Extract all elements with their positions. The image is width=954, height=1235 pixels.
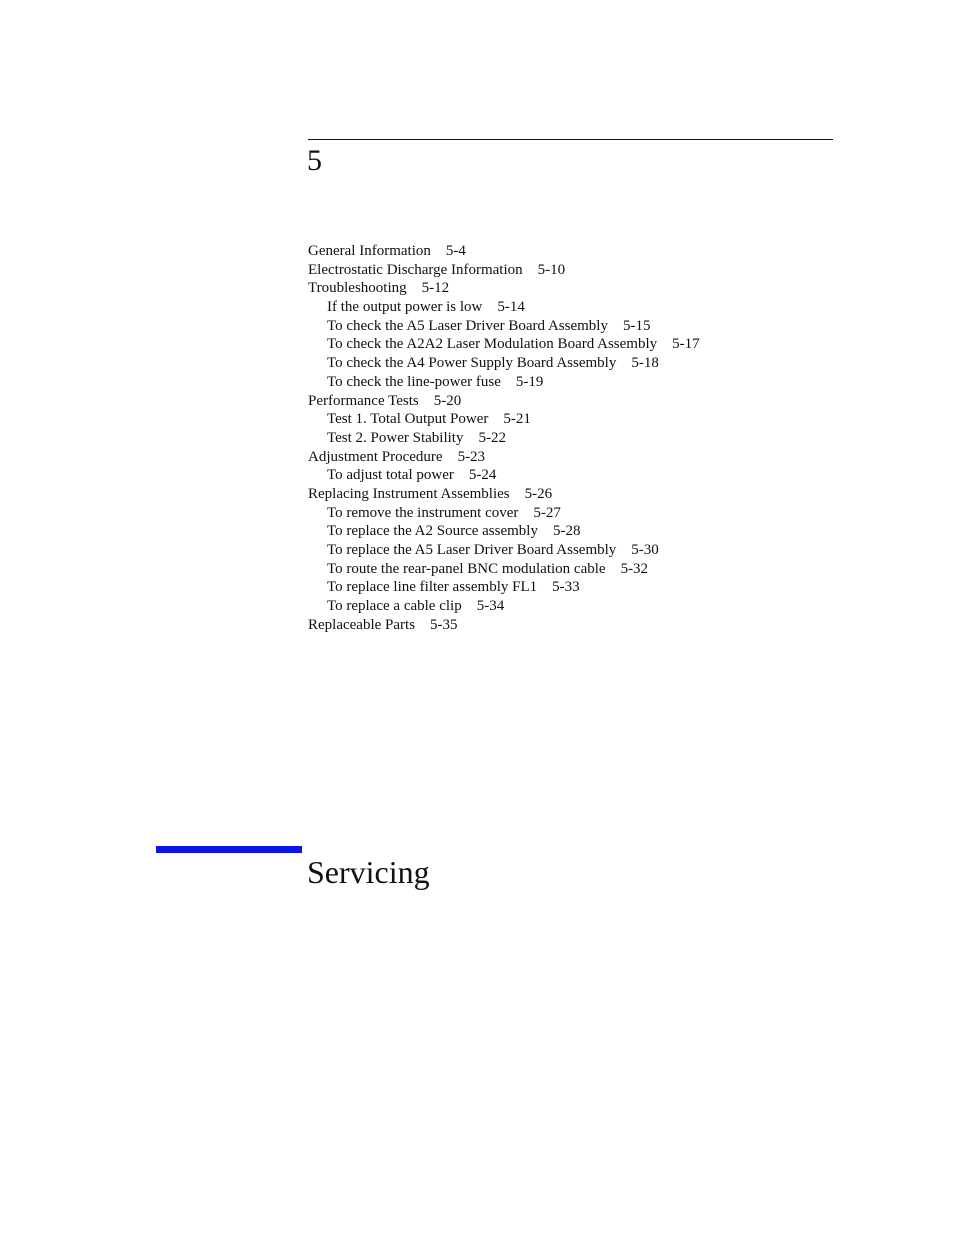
toc-entry-title: To check the A4 Power Supply Board Assembly [327, 355, 617, 372]
toc-entry-page: 5-15 [622, 317, 651, 334]
toc-entry[interactable] [308, 448, 700, 467]
toc-subentry[interactable] [308, 560, 700, 579]
toc-entry-title: Replaceable Parts [308, 616, 416, 633]
toc-entry-page: 5-26 [524, 485, 553, 502]
toc-entry-page: 5-28 [552, 523, 581, 540]
toc-entry-page: 5-10 [537, 261, 566, 278]
chapter-number: 5 [307, 144, 322, 177]
toc-entry-page: 5-4 [445, 243, 466, 259]
toc-entry[interactable] [308, 392, 700, 411]
toc-subentry[interactable] [308, 373, 700, 392]
toc-subentry[interactable] [308, 578, 700, 597]
toc-entry-title: To adjust total power [327, 467, 454, 484]
toc-entry[interactable] [308, 242, 700, 261]
toc-entry-title: Test 1. Total Output Power [327, 411, 489, 428]
toc-subentry[interactable] [308, 522, 700, 541]
toc-entry-page: 5-19 [515, 373, 544, 390]
toc-subentry[interactable] [308, 335, 700, 354]
toc-entry[interactable] [308, 616, 700, 635]
toc-entry-title: Test 2. Power Stability [327, 429, 464, 446]
toc-subentry[interactable] [308, 429, 700, 448]
toc-entry-page: 5-17 [672, 336, 700, 353]
toc-entry-title: To remove the instrument cover [327, 504, 519, 521]
toc-entry-title: To replace a cable clip [327, 598, 462, 615]
toc-subentry[interactable] [308, 597, 700, 616]
toc-entry-title: Performance Tests [308, 392, 419, 409]
toc-entry-title: To check the line-power fuse [327, 373, 501, 390]
toc-entry[interactable] [308, 261, 700, 280]
toc-entry-title: To replace line filter assembly FL1 [327, 579, 538, 596]
toc-entry-page: 5-34 [476, 598, 505, 615]
chapter-title: Servicing [307, 854, 430, 890]
toc-entry-title: Replacing Instrument Assemblies [308, 485, 510, 502]
toc-entry[interactable] [308, 485, 700, 504]
toc-entry-page: 5-21 [503, 411, 531, 428]
toc-entry-page: 5-20 [433, 392, 462, 409]
toc-subentry[interactable] [308, 466, 700, 485]
toc-entry-title: To check the A2A2 Laser Modulation Board Assembly [327, 336, 658, 353]
toc-entry-page: 5-35 [430, 616, 458, 633]
toc-subentry[interactable] [308, 298, 700, 317]
toc-entry-title: If the output power is low [327, 299, 483, 316]
toc-entry-title: General Information [308, 243, 431, 259]
toc-entry-page: 5-32 [620, 560, 649, 577]
toc-entry-page: 5-12 [421, 280, 450, 297]
toc-entry-page: 5-22 [478, 429, 506, 446]
toc-subentry[interactable] [308, 504, 700, 523]
toc-entry-title: To check the A5 Laser Driver Board Assembly [327, 317, 608, 334]
chapter-top-rule [308, 139, 833, 140]
toc-entry-title: To route the rear-panel BNC modulation cable [327, 560, 606, 577]
toc-entry-page: 5-23 [457, 448, 486, 465]
toc-entry-title: Adjustment Procedure [308, 448, 443, 465]
toc-entry-page: 5-24 [468, 467, 497, 484]
toc-subentry[interactable] [308, 317, 700, 336]
toc-entry-title: To replace the A5 Laser Driver Board Assembly [327, 542, 617, 558]
toc-entry-title: Electrostatic Discharge Information [308, 261, 523, 278]
toc-subentry[interactable] [308, 541, 700, 560]
chapter-accent-bar [156, 846, 302, 853]
toc-entry-page: 5-33 [552, 579, 580, 596]
toc-entry-page: 5-30 [631, 542, 659, 558]
toc-entry-title: Troubleshooting [308, 280, 407, 297]
toc-entry-title: To replace the A2 Source assembly [327, 523, 538, 540]
toc-entry-page: 5-14 [497, 299, 525, 316]
toc-subentry[interactable] [308, 410, 700, 429]
table-of-contents [308, 242, 700, 634]
toc-entry[interactable] [308, 279, 700, 298]
toc-entry-page: 5-27 [533, 504, 561, 521]
toc-entry-page: 5-18 [631, 355, 659, 372]
toc-subentry[interactable] [308, 354, 700, 373]
